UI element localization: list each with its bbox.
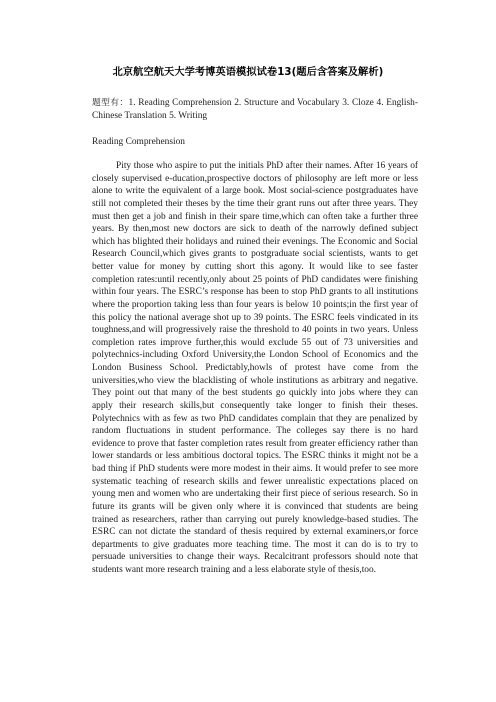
- reading-passage: Pity those who aspire to put the initials PhD after their names. After 16 years of closely supervised e-ducation,prospective doctors of philosophy are left more or less alone to write the equivalent of a large book. Most social-science postgraduates have still not completed their theses by the time their grant runs out after three years. They must then get a job and finish in their spare time,which can often take a further three years. By then,most new doctors are sick to death of the narrowly defined subject which has blighted their holidays and ruined their evenings. The Economic and Social Research Council,which gives grants to postgraduate social scientists, wants to get better value for money by cutting short this agony. It would like to see faster completion rates:until recently,only about 25 points of PhD candidates were finishing within four years. The ESRC’s response has been to stop PhD grants to all institutions where the proportion taking less than four years is below 10 points;in the first year of this policy the national average shot up to 39 points. The ESRC feels vindicated in its toughness,and will progressively raise the threshold to 40 points in two years. Unless completion rates improve further,this would exclude 55 out of 73 universities and polytechnics-including Oxford University,the London School of Economics and the London Business School. Predictably,howls of protest have come from the universities,who view the blacklisting of whole institutions as arbitrary and negative. They point out that many of the best students go quickly into jobs where they can apply their research skills,but consequently take longer to finish their theses. Polytechnics with as few as two PhD candidates complain that they are penalized by random fluctuations in student performance. The colleges say there is no hard evidence to prove that faster completion rates result from greater efficiency rather than lower standards or less ambitious doctoral topics. The ESRC thinks it might not be a bad thing if PhD students were more modest in their aims. It would prefer to see more systematic teaching of research skills and fewer unrealistic expectations placed on young men and women who are undertaking their first piece of serious research. So in future its grants will be given only where it is convinced that students are being trained as researchers, rather than carrying out purely knowledge-based studies. The ESRC can not dictate the standard of thesis required by external examiners,or force departments to give graduates more teaching time. The most it can do is to try to persuade universities to change their ways. Recalcitrant professors should note that students want more research training and a less elaborate style of thesis,too.: [92, 161, 418, 575]
- question-types-list: 1. Reading Comprehension 2. Structure and Vocabulary 3. Cloze 4. English-Chinese Translation 5. Writing: [92, 98, 418, 121]
- question-types-prefix: 题型有：: [92, 98, 129, 108]
- document-title: 北京航空航天大学考博英语模拟试卷13(题后含答案及解析): [112, 67, 384, 78]
- question-types-line: [92, 97, 418, 123]
- section-heading: Reading Comprehension: [92, 137, 185, 147]
